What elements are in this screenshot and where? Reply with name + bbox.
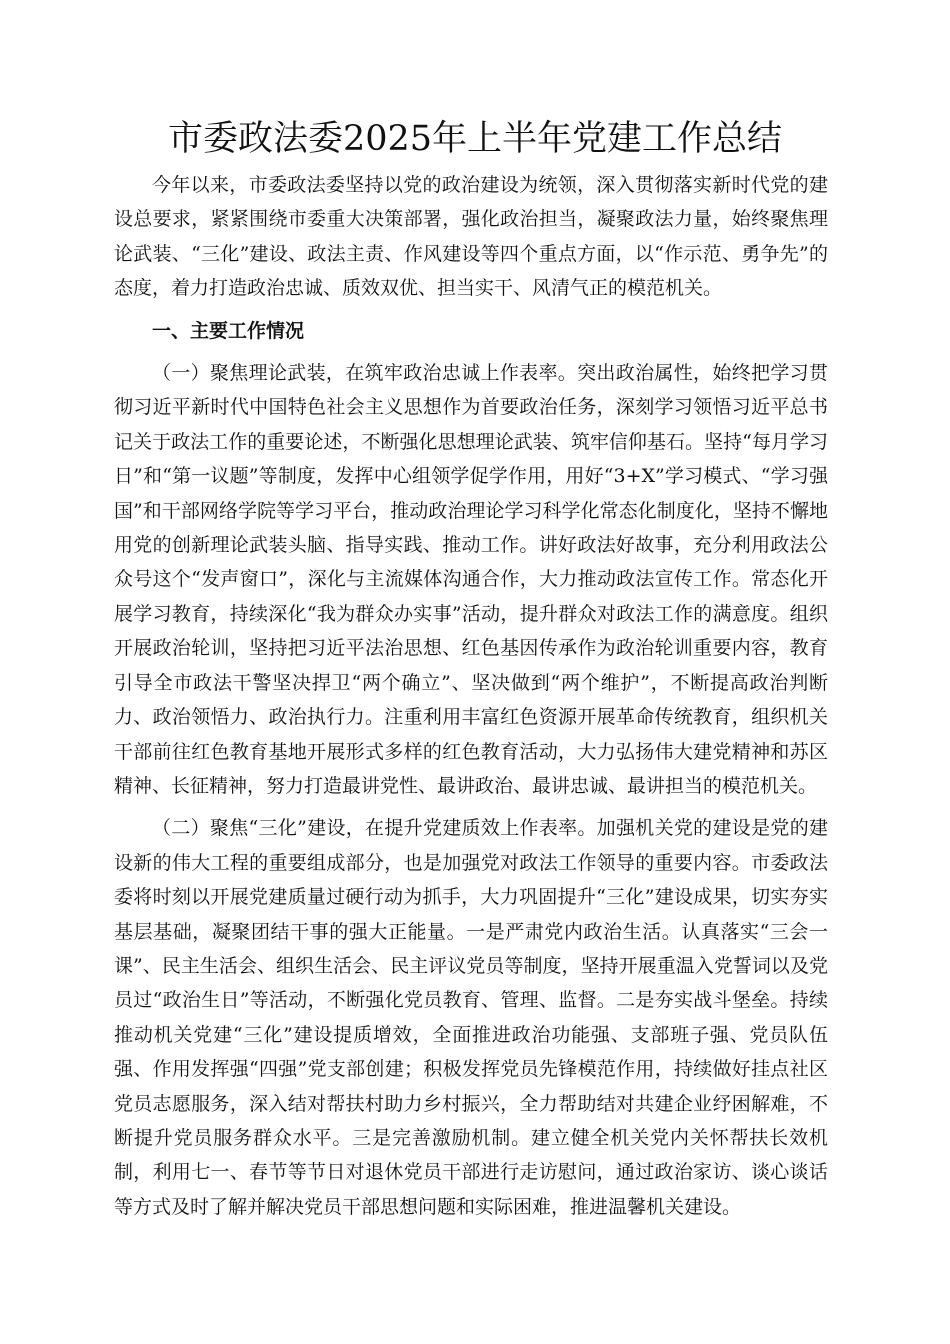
section-heading: 一、主要工作情况 — [152, 319, 305, 342]
paragraph-sanhua: （二）聚焦“三化”建设，在提升党建质效上作表率。加强机关党的建设是党的建设新的伟大工程的重要组成部分，也是加强党对政法工作领导的重要内容。市委政法委将时刻以开展党建质量过硬行动为抓手，大力巩固提升“三化”建设成果，切实夯实基层基础，凝聚团结干事的强大正能量。一是严肃党内政治生活。认真落实“三会一课”、民主生活会、组织生活会、民主评议党员等制度，坚持开展重温入党誓词以及党员过“政治生日”等活动，不断强化党员教育、管理、监督。二是夯实战斗堡垒。持续推动机关党建“三化”建设提质增效，全面推进政治功能强、支部班子强、党员队伍强、作用发挥强“四强”党支部创建；积极发挥党员先锋模范作用，持续做好挂点社区党员志愿服务，深入结对帮扶村助力乡村振兴，全力帮助结对共建企业纾困解难，不断提升党员服务群众水平。三是完善激励机制。建立健全机关党内关怀帮扶长效机制，利用七一、春节等节日对退休党员干部进行走访慰问，通过政治家访、谈心谈话等方式及时了解并解决党员干部思想问题和实际困难，推进温馨机关建设。 — [114, 817, 828, 1218]
document-body — [114, 168, 828, 1224]
document-title: 市委政法委2025年上半年党建工作总结 — [167, 119, 783, 159]
paragraph-theory: （一）聚焦理论武装，在筑牢政治忠诚上作表率。突出政治属性，始终把学习贯彻习近平新时代中国特色社会主义思想作为首要政治任务，深刻学习领悟习近平总书记关于政法工作的重要论述，不断强化思想理论武装、筑牢信仰基石。坚持“每月学习日”和“第一议题”等制度，发挥中心组领学促学作用，用好“3+X”学习模式、“学习强国”和干部网络学院等学习平台，推动政治理论学习科学化常态化制度化，坚持不懈地用党的创新理论武装头脑、指导实践、推动工作。讲好政法好故事，充分利用政法公众号这个“发声窗口”，深化与主流媒体沟通合作，大力推动政法宣传工作。常态化开展学习教育，持续深化“我为群众办实事”活动，提升群众对政法工作的满意度。组织开展政治轮训，坚持把习近平法治思想、红色基因传承作为政治轮训重要内容，教育引导全市政法干警坚决捍卫“两个确立”、坚决做到“两个维护”，不断提高政治判断力、政治领悟力、政治执行力。注重利用丰富红色资源开展革命传统教育，组织机关干部前往红色教育基地开展形式多样的红色教育活动，大力弘扬伟大建党精神和苏区精神、长征精神，努力打造最讲党性、最讲政治、最讲忠诚、最讲担当的模范机关。 — [114, 362, 828, 797]
intro-paragraph: 今年以来，市委政法委坚持以党的政治建设为统领，深入贯彻落实新时代党的建设总要求，紧紧围绕市委重大决策部署，强化政治担当，凝聚政法力量，始终聚焦理论武装、“三化”建设、政法主责、作风建设等四个重点方面，以“作示范、勇争先”的态度，着力打造政治忠诚、质效双优、担当实干、风清气正的模范机关。 — [114, 174, 828, 300]
